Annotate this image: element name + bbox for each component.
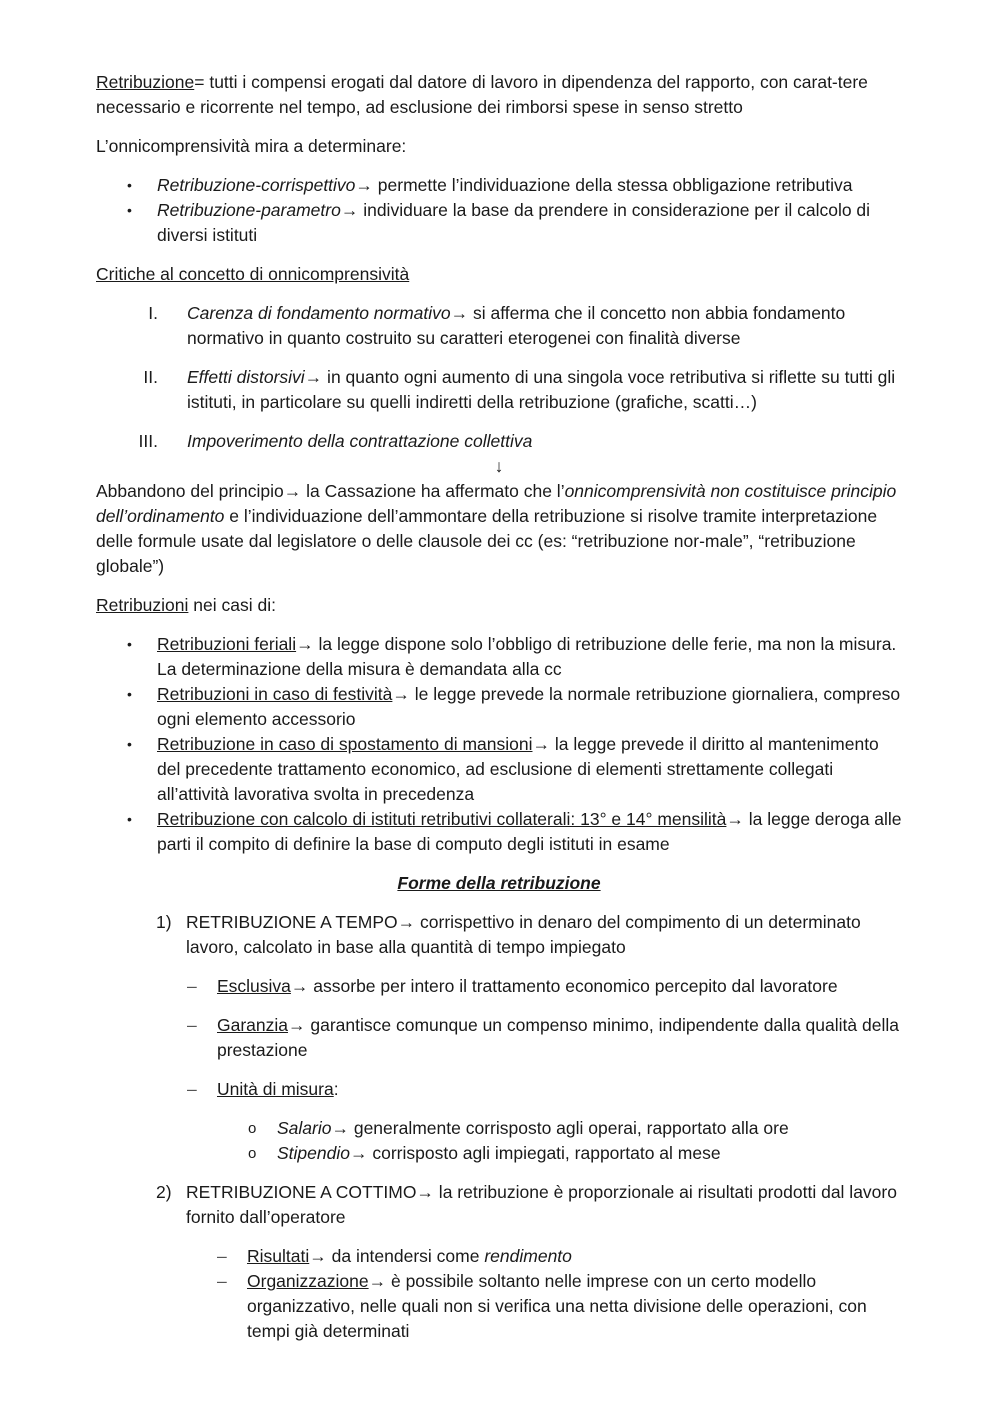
item-title: RETRIBUZIONE A TEMPO→ — [186, 912, 416, 932]
item-text: individuare la base da prendere in considerazione per il calcolo di diversi istituti — [157, 200, 871, 245]
item-term: Retribuzioni feriali — [157, 634, 297, 654]
item-text: → è possibile soltanto nelle imprese con un certo modello organizzativo, nelle quali non si verifica una netta divisione delle operazioni, con tempi già determinati — [247, 1271, 867, 1341]
item-term: Retribuzione con calcolo di istituti retributivi collaterali: 13° e 14° mensilità — [157, 809, 727, 829]
definition-paragraph — [96, 70, 902, 120]
item-term: Retribuzione-corrispettivo→ — [157, 175, 373, 195]
definition-text: = tutti i compensi erogati dal datore di lavoro in dipendenza del rapporto, con carat-tere necessario e ricorrente nel tempo, ad esclusione dei rimborsi spese in senso stretto — [96, 72, 868, 117]
item-text: permette l’individuazione della stessa obbligazione retributiva — [372, 175, 853, 195]
list-item — [96, 682, 902, 732]
bullet: • — [127, 686, 132, 702]
numbered-item — [96, 910, 902, 960]
dash-item — [96, 1013, 902, 1063]
sub-item — [96, 1116, 902, 1141]
item-term: Retribuzione-parametro→ — [157, 200, 359, 220]
forme-heading: Forme della retribuzione — [397, 873, 601, 893]
casi-text: nei casi di: — [188, 595, 276, 615]
dash-item — [96, 974, 902, 999]
dash: – — [187, 1079, 197, 1099]
roman-number: I. — [148, 303, 158, 323]
omni-lead: L’onnicomprensività mira a determinare: — [96, 136, 407, 156]
item-term: Garanzia — [217, 1015, 289, 1035]
dash: – — [217, 1271, 227, 1291]
down-arrow: ↓ — [494, 456, 504, 476]
dash-item — [96, 1077, 902, 1102]
dash-item — [96, 1269, 902, 1344]
item-term: Carenza di fondamento normativo→ — [187, 303, 469, 323]
bullet: • — [127, 811, 132, 827]
roman-number: II. — [143, 367, 158, 387]
item-term: Effetti distorsivi→ — [187, 367, 323, 387]
item-text: si afferma che il concetto non abbia fondamento normativo in quanto costruito su caratteri eterogenei con finalità diverse — [187, 303, 846, 348]
item-text: la retribuzione è proporzionale ai risultati prodotti dal lavoro fornito dall’operatore — [186, 1182, 897, 1227]
list-item — [96, 301, 902, 351]
item-text: generalmente corrisposto agli operai, rapportato alla ore — [348, 1118, 789, 1138]
list-item — [96, 365, 902, 415]
item-text: → la legge prevede il diritto al mantenimento del precedente trattamento economico, ad esclusione di elementi strettamente collegati all’attività lavorativa svolta in precedenza — [157, 734, 879, 804]
item-term: Impoverimento della contrattazione collettiva — [187, 431, 533, 451]
item-term: Esclusiva — [217, 976, 291, 996]
list-item — [96, 429, 902, 454]
sub-item — [96, 1141, 902, 1166]
item-text: → assorbe per intero il trattamento economico percepito dal lavoratore — [290, 976, 838, 996]
item-term: Organizzazione — [247, 1271, 369, 1291]
list-item — [96, 732, 902, 807]
term-retribuzione: Retribuzione — [96, 72, 195, 92]
critiche-heading: Critiche al concetto di onnicomprensività — [96, 264, 410, 284]
circle-bullet: o — [248, 1145, 257, 1162]
dash-item — [96, 1244, 902, 1269]
list-item — [96, 173, 902, 198]
list-item — [96, 632, 902, 682]
bullet: • — [127, 636, 132, 652]
item-term: Retribuzioni in caso di festività — [157, 684, 393, 704]
numbered-item — [96, 1180, 902, 1230]
item-term: Stipendio→ — [277, 1143, 368, 1163]
abbandono-lead: Abbandono del principio→ la Cassazione ha affermato che l’ — [96, 481, 565, 501]
item-text: → le legge prevede la normale retribuzione giornaliera, compreso ogni elemento accessorio — [157, 684, 901, 729]
item-text: : — [333, 1079, 339, 1099]
item-text: corrispettivo in denaro del compimento di un determinato lavoro, calcolato in base alla quantità di tempo impiegato — [186, 912, 861, 957]
document-page — [96, 70, 902, 1344]
list-item — [96, 198, 902, 248]
dash: – — [217, 1246, 227, 1266]
item-text: in quanto ogni aumento di una singola voce retributiva si riflette su tutti gli istituti, in particolare su quelli indiretti della retribuzione (grafiche, scatti…) — [187, 367, 896, 412]
dash: – — [187, 976, 197, 996]
item-term: Salario→ — [277, 1118, 349, 1138]
item-text: → da intendersi come — [309, 1246, 485, 1266]
casi-lead — [96, 593, 902, 618]
bullet: • — [127, 177, 132, 193]
casi-term: Retribuzioni — [96, 595, 189, 615]
item-number: 1) — [156, 912, 172, 932]
circle-bullet: o — [248, 1120, 257, 1137]
item-italic: rendimento — [484, 1246, 572, 1266]
roman-number: III. — [138, 431, 158, 451]
item-title: RETRIBUZIONE A COTTIMO→ — [186, 1182, 434, 1202]
item-text: corrisposto agli impiegati, rapportato al mese — [367, 1143, 721, 1163]
item-term: Risultati — [247, 1246, 310, 1266]
abbandono-paragraph — [96, 479, 902, 579]
item-text: → garantisce comunque un compenso minimo, indipendente dalla qualità della prestazione — [217, 1015, 899, 1060]
list-item — [96, 807, 902, 857]
item-number: 2) — [156, 1182, 172, 1202]
item-term: Unità di misura — [217, 1079, 334, 1099]
item-text: → la legge dispone solo l’obbligo di retribuzione delle ferie, ma non la misura. La determinazione della misura è demandata alla cc — [157, 634, 897, 679]
dash: – — [187, 1015, 197, 1035]
abbandono-rest: e l’individuazione dell’ammontare della retribuzione si risolve tramite interpretazione delle formule usate dal legislatore o delle clausole dei cc (es: “retribuzione nor-male”, “retribuzione globale”) — [96, 506, 878, 576]
item-text: → la legge deroga alle parti il compito di definire la base di computo degli istituti in esame — [157, 809, 902, 854]
abbandono-italic: onnicomprensività non costituisce principio dell’ordinamento — [96, 481, 897, 526]
bullet: • — [127, 736, 132, 752]
bullet: • — [127, 202, 132, 218]
item-term: Retribuzione in caso di spostamento di mansioni — [157, 734, 533, 754]
